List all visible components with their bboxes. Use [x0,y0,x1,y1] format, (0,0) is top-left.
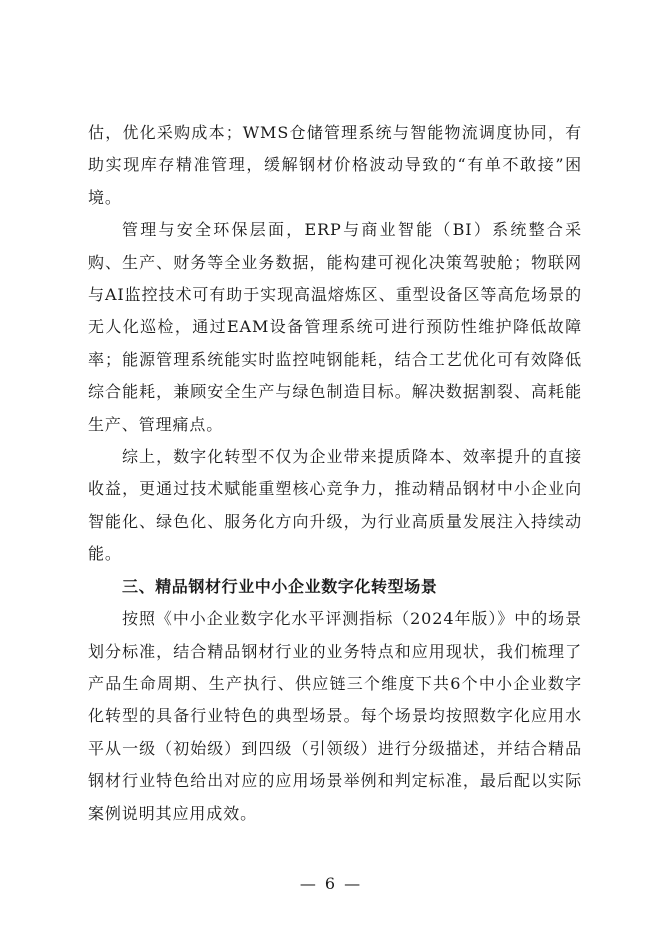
paragraph-continuation: 估，优化采购成本；WMS仓储管理系统与智能物流调度协同，有助实现库存精准管理，缓解钢材价格波动导致的“有单不敢接”困境。 [88,123,582,207]
document-body [88,117,582,830]
paragraph-summary: 综上，数字化转型不仅为企业带来提质降本、效率提升的直接收益，更通过技术赋能重塑核心竞争力，推动精品钢材中小企业向智能化、绿色化、服务化方向升级，为行业高质量发展注入持续动能。 [88,447,582,564]
section-heading: 三、精品钢材行业中小企业数字化转型场景 [122,576,438,596]
page-number: — 6 — [299,874,363,893]
paragraph-section-intro: 按照《中小企业数字化水平评测指标（2024年版）》中的场景划分标准，结合精品钢材行业的业务特点和应用现状，我们梳理了产品生命周期、生产执行、供应链三个维度下共6个中小企业数字化转型的具备行业特色的典型场景。每个场景均按照数字化应用水平从一级（初始级）到四级（引领级）进行分级描述，并结合精品钢材行业特色给出对应的应用场景举例和判定标准，最后配以实际案例说明其应用成效。 [88,609,582,823]
paragraph-management-safety: 管理与安全环保层面，ERP与商业智能（BI）系统整合采购、生产、财务等全业务数据，能构建可视化决策驾驶舱；物联网与AI监控技术可有助于实现高温熔炼区、重型设备区等高危场景的无人化巡检，通过EAM设备管理系统可进行预防性维护降低故障率；能源管理系统能实时监控吨钢能耗，结合工艺优化可有效降低综合能耗，兼顾安全生产与绿色制造目标。解决数据割裂、高耗能生产、管理痛点。 [88,220,582,434]
